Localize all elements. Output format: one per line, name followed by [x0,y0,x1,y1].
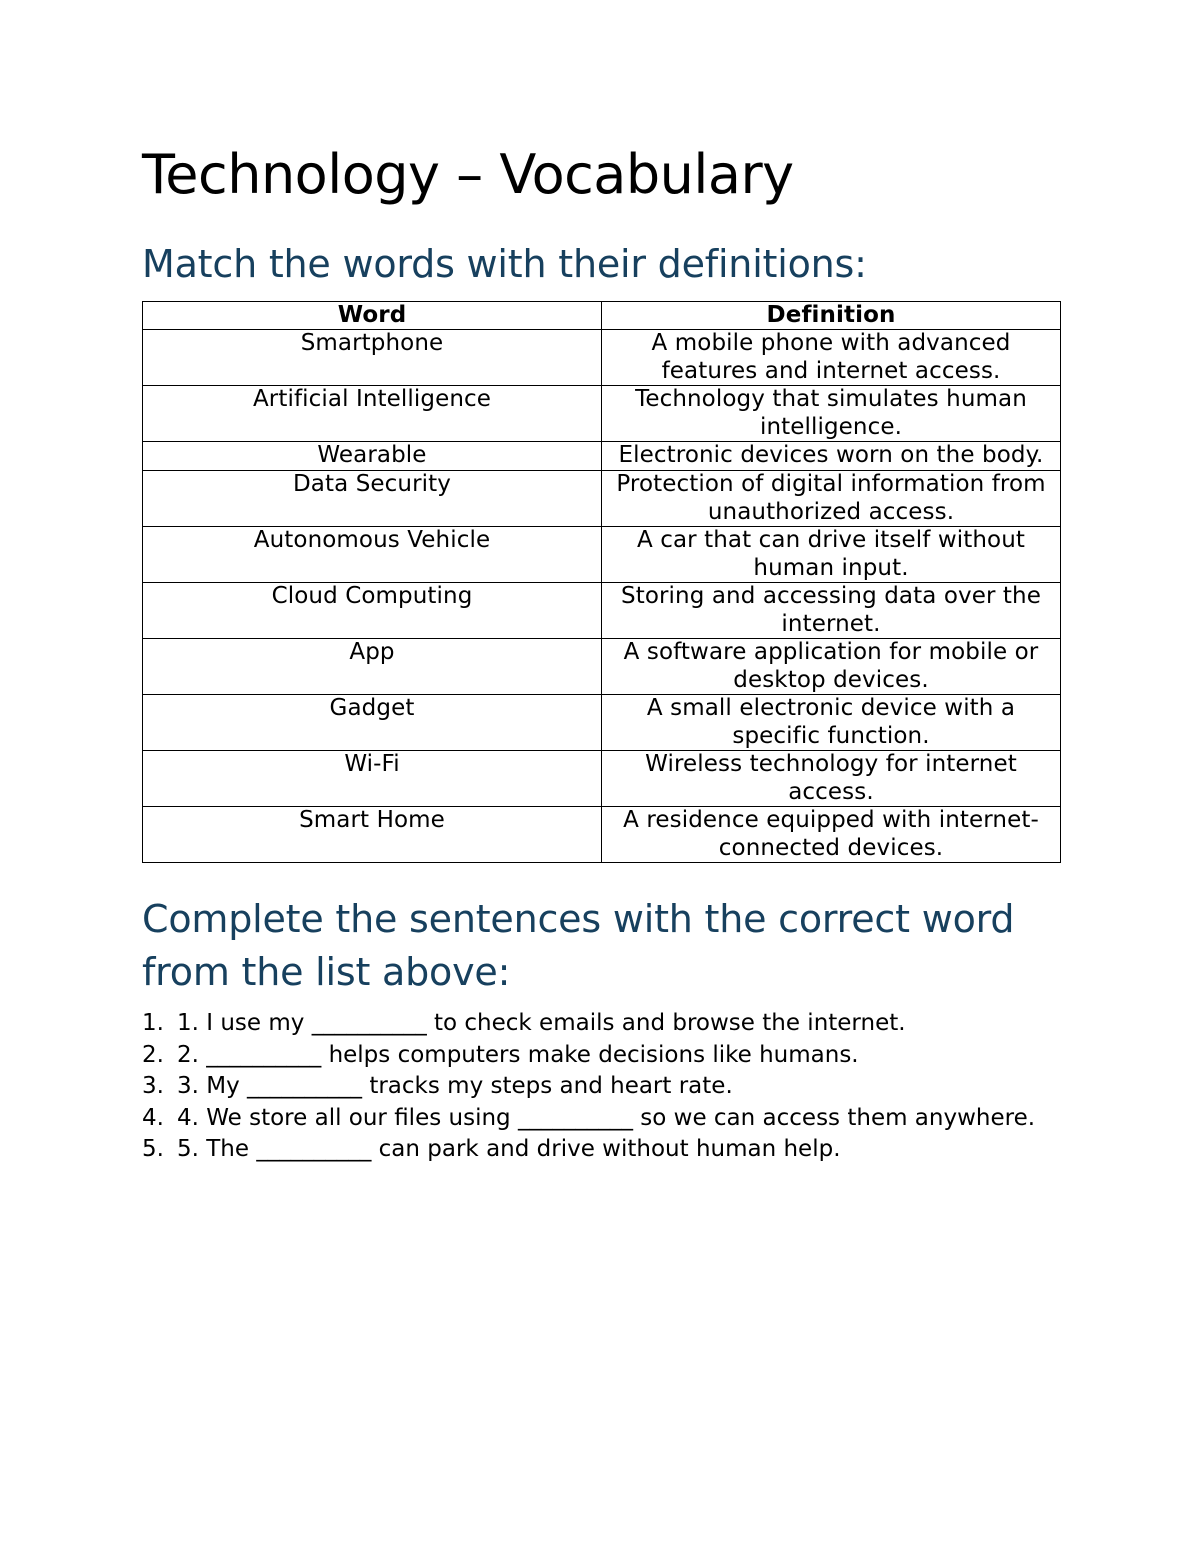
definition-cell: Technology that simulates human intelligence. [602,386,1061,442]
header-definition: Definition [602,302,1061,330]
word-cell: Wi-Fi [143,751,602,807]
match-heading: Match the words with their definitions: [142,242,867,286]
word-cell: Data Security [143,471,602,527]
word-cell: Artificial Intelligence [143,386,602,442]
table-row [143,583,1061,639]
definition-cell: A software application for mobile or desktop devices. [602,639,1061,695]
definition-cell: Electronic devices worn on the body. [602,442,1061,471]
sentence-text: 4. We store all our files using __________ so we can access them anywhere. [177,1104,1036,1131]
table-row [143,442,1061,471]
word-cell: Wearable [143,442,602,471]
list-item [142,1103,1035,1135]
list-number: 3. [142,1073,164,1099]
list-item [142,1134,1035,1166]
definition-cell: A residence equipped with internet-connected devices. [602,807,1061,863]
list-item [142,1008,1035,1040]
list-number: 2. [142,1041,164,1068]
word-cell: Smart Home [143,807,602,863]
definition-cell: Wireless technology for internet access. [602,751,1061,807]
table-row [143,639,1061,695]
table-header-row [143,302,1061,330]
table-row [143,527,1061,583]
list-number: 5. [142,1136,164,1162]
vocabulary-table [142,301,1061,863]
list-item [142,1040,1035,1072]
sentence-text: 1. I use my __________ to check emails and browse the internet. [177,1010,906,1036]
sentence-text: 3. My __________ tracks my steps and heart rate. [177,1073,733,1099]
definition-cell: Storing and accessing data over the internet. [602,583,1061,639]
complete-heading: Complete the sentences with the correct word from the list above: [142,897,1015,994]
word-cell: App [143,639,602,695]
definition-cell: A mobile phone with advanced features and internet access. [602,330,1061,386]
definition-cell: Protection of digital information from unauthorized access. [602,471,1061,527]
word-cell: Smartphone [143,330,602,386]
word-cell: Cloud Computing [143,583,602,639]
table-row [143,471,1061,527]
table-row [143,751,1061,807]
list-item [142,1071,1035,1103]
table-row [143,386,1061,442]
list-number: 1. [142,1010,164,1036]
sentence-text: 5. The __________ can park and drive without human help. [177,1136,841,1162]
sentence-list [142,1008,1035,1166]
definition-cell: A small electronic device with a specific function. [602,695,1061,751]
list-number: 4. [142,1104,164,1131]
page-title: Technology – Vocabulary [142,143,794,206]
table-row [143,807,1061,863]
sentence-text: 2. __________ helps computers make decisions like humans. [177,1041,859,1068]
table-row [143,330,1061,386]
definition-cell: A car that can drive itself without human input. [602,527,1061,583]
word-cell: Autonomous Vehicle [143,527,602,583]
word-cell: Gadget [143,695,602,751]
table-row [143,695,1061,751]
header-word: Word [143,302,602,330]
